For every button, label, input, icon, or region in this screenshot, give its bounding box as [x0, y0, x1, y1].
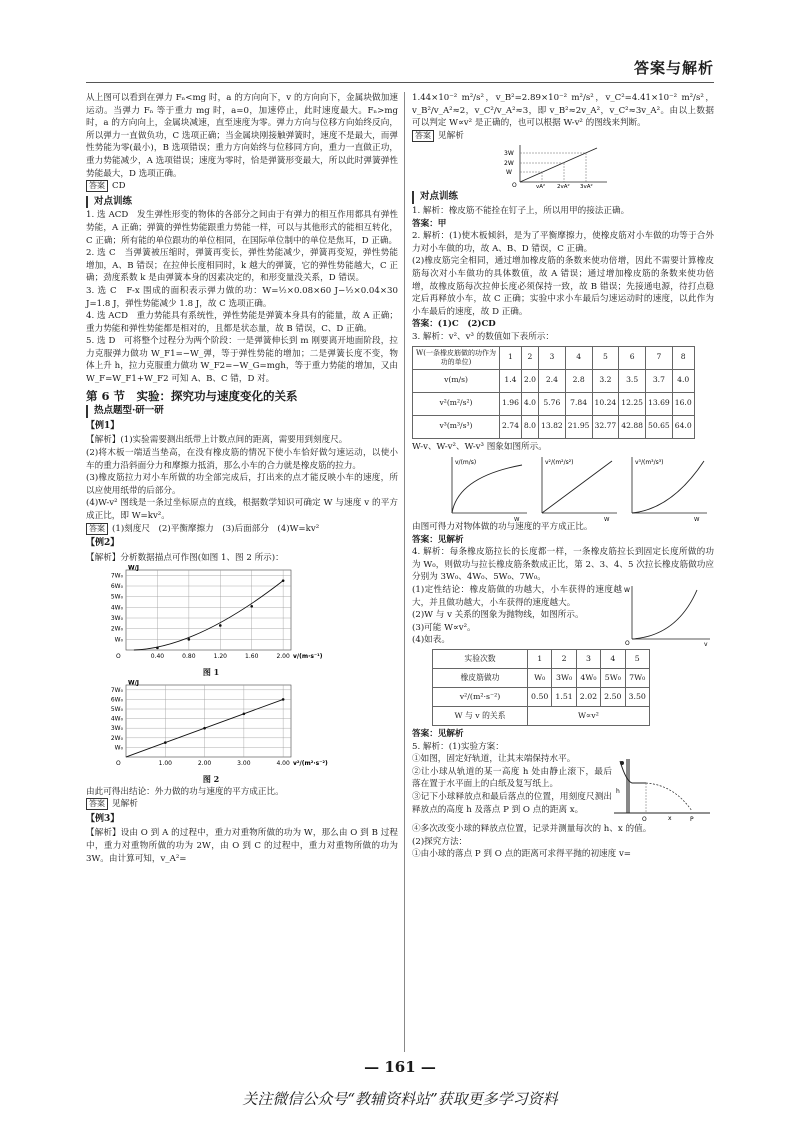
x-tick-label: 1.00 [158, 759, 172, 767]
text-paragraph: W-v、W-v²、W-v³ 图象如图所示。 [412, 441, 547, 452]
x-axis-label: v/(m·s⁻¹) [293, 653, 323, 661]
page-header [86, 56, 714, 83]
table-header-cell: 1 [500, 346, 522, 369]
text-paragraph: 从上图可以看到在弹力 Fₙ<mg 时，a 的方向向下，v 的方向向下，金属块做加速运动。当弹力 Fₙ 等于重力 mg 时，a=0，加速停止，此时速度最大。Fₙ>mg 时，a 的方向向上，金属块减速，直至速度为零。弹力方向与位移方向始终反向，所以弹力一直做负功，C 选项正确；当金属块刚接触弹簧时，速度不是最大，而弹性势能为零(最小)，B 选项错误；重力方向始终与位移同方向，重力一直做正功，重力势能减少，A 选项错误；速度为零时，恰是弹簧形变最大，所以此时弹簧弹性势能最大，D 选项正确。 [86, 93, 398, 179]
table-cell: 13.69 [646, 392, 673, 415]
x-tick-label: 1.20 [213, 653, 227, 661]
table-cell: 4 [601, 650, 625, 669]
table-cell: 13.82 [539, 415, 566, 438]
text-paragraph: ③记下小球释放点和最后落点的位置，用刻度尺测出释放点的高度 h 及落点 P 到 O 点的距离 x。 [412, 792, 612, 815]
data-point [250, 605, 253, 608]
plot-frame [126, 570, 291, 650]
x-tick-label: 0.80 [182, 653, 196, 661]
text-paragraph: 由图可得力对物体做的功与速度的平方成正比。 [412, 522, 593, 533]
table-cell: 5 [625, 650, 649, 669]
y-tick-label: W₀ [114, 636, 123, 644]
table-cell: 21.95 [565, 415, 592, 438]
origin-label: O [116, 653, 121, 661]
text-paragraph: (4)如表。 [412, 635, 450, 646]
text-paragraph: (2)探究方法： [412, 836, 468, 847]
table-cell: W₀ [528, 669, 552, 688]
question-5: 5. 解析：(1)实验方案： [412, 741, 504, 752]
header-title: 答案与解析 [633, 59, 714, 77]
x-axis-label: v²/(m²·s⁻²) [293, 759, 328, 767]
data-point [282, 698, 285, 701]
example-text: (4)W-v² 图线是一条过坐标原点的直线，根据数学知识可确定 W 与速度 v 的平方成正比，即 W=kv²。 [86, 498, 398, 521]
text-paragraph: ①如图，固定好轨道，让其末端保持水平。 [412, 754, 576, 765]
y-tick-label: 6W₀ [110, 696, 123, 704]
example-text: (3)橡皮筋拉力对小车所做的功全部完成后，打出来的点才能反映小车的速度，所以应使用纸带的后部分。 [86, 473, 398, 496]
table-cell: 64.0 [672, 415, 694, 438]
answer-text: 见解析 [438, 130, 464, 141]
svg-text:v³/(m³/s³): v³/(m³/s³) [635, 459, 664, 467]
page-number: — 161 — [364, 1058, 436, 1076]
table-row [433, 669, 650, 688]
svg-text:2vA²: 2vA² [557, 184, 570, 189]
text-paragraph: ②让小球从轨道的某一高度 h 处由静止滚下，最后落在置于水平面上的白纸及复写纸上。 [412, 766, 612, 790]
table-row [413, 369, 695, 392]
svg-text:v: v [704, 641, 708, 647]
plot-frame [126, 685, 291, 757]
table-cell: 2.0 [521, 369, 538, 392]
question-3: 3. 选 C F-x 围成的面积表示弹力做的功：W=½×0.08×60 J−½×0.04×30 J=1.8 J，弹性势能减少 1.8 J，故 C 选项正确。 [86, 285, 398, 309]
data-point [164, 741, 167, 744]
example-label: 【例2】 [86, 538, 120, 549]
table-cell: 3 [576, 650, 600, 669]
y-axis-label: W/J [128, 679, 140, 687]
answer-line: 答案：(1)C (2)CD [412, 319, 496, 330]
table-cell: 1.96 [500, 392, 522, 415]
section-heading: 对点训练 [412, 191, 714, 204]
data-point [219, 625, 222, 628]
question-1: 1. 选 ACD 发生弹性形变的物体的各部分之间由于有弹力的相互作用都具有弹性势能，A 正确；弹簧的弹性势能跟重力势能一样，可以与其他形式的能相互转化，C 正确；所有能的单位跟功的单位相同，在国际单位制中的单位是焦耳，D 正确。 [86, 210, 398, 246]
table-cell: 2.02 [576, 688, 600, 707]
projectile-apparatus [612, 753, 712, 823]
q5-block [412, 753, 714, 823]
answer-line: 答案：见解析 [412, 534, 464, 545]
text-paragraph: ④多次改变小球的释放点位置，记录并测量每次的 h、x 的值。 [412, 824, 652, 835]
question-3: 3. 解析：v²、v³ 的数值如下表所示： [412, 331, 554, 342]
table-cell: 1 [528, 650, 552, 669]
column-divider [404, 92, 405, 1052]
question-2: 2. 选 C 当弹簧被压缩时，弹簧再变长，弹性势能减少，弹簧再变短，弹性势能增加，A、B 错误；在拉伸长度相同时，k 越大的弹簧，它的弹性势能越大，C 正确；劲度系数 k 是由弹簧本身的因素决定的，和形变量没关系，D 错误。 [86, 248, 398, 284]
example-text: 【解析】分析数据描点可作图(如图 1、图 2 所示)： [86, 552, 284, 563]
table-row [413, 392, 695, 415]
table-cell: W∝v² [528, 707, 650, 726]
table-header-cell: 4 [565, 346, 592, 369]
svg-text:vA²: vA² [536, 184, 546, 189]
svg-text:3vA²: 3vA² [580, 184, 593, 189]
svg-text:W: W [506, 169, 512, 177]
y-tick-label: 6W₀ [110, 583, 123, 591]
lesson-title: 第 6 节 实验：探究功与速度变化的关系 [86, 388, 298, 403]
question-4: 4. 解析：每条橡皮筋拉长的长度都一样，一条橡皮筋拉长到固定长度所做的功为 W₀，则做功与拉长橡皮筋条数成正比，第 2、3、4、5 次拉长橡皮筋做功应分别为 3W₀、4W₀、5W₀、7W₀。 [412, 547, 714, 583]
y-tick-label: 2W₀ [110, 734, 123, 742]
svg-text:h: h [616, 788, 620, 796]
table-cell: 16.0 [672, 392, 694, 415]
text-paragraph: (3)可能 W∝v²。 [412, 622, 476, 633]
table-cell: 12.25 [619, 392, 646, 415]
table-cell: 1.4 [500, 369, 522, 392]
table-row [433, 707, 650, 726]
series-line [134, 581, 283, 650]
svg-text:W: W [694, 517, 700, 522]
table-cell: 50.65 [646, 415, 673, 438]
text-paragraph: (1)定性结论：橡皮筋做的功越大，小车获得的速度越大，并且做功越大，小车获得的速度越大。 [412, 585, 622, 608]
table-row [433, 650, 650, 669]
three-graphs [412, 453, 712, 521]
x-tick-label: 2.00 [197, 759, 212, 767]
figure-caption: 图 1 [202, 667, 220, 678]
text-paragraph: (2)W 与 v 关系的图象为抛物线，如图所示。 [412, 610, 584, 621]
data-point [156, 647, 159, 650]
table-cell: 0.50 [528, 688, 552, 707]
w-v2-small-chart [502, 142, 612, 188]
svg-text:O: O [625, 640, 630, 647]
text-paragraph: ①由小球的落点 P 到 O 点的距离可求得平抛的初速度 v= [412, 849, 632, 860]
table-cell: v(m/s) [413, 369, 500, 392]
table-cell: 42.88 [619, 415, 646, 438]
table-cell: 2.50 [601, 688, 625, 707]
table-header-cell: 2 [521, 346, 538, 369]
svg-text:W: W [514, 517, 520, 522]
table-row [413, 415, 695, 438]
question-4: 4. 选 ACD 重力势能具有系统性，弹性势能是弹簧本身具有的能量，故 A 正确；重力势能和弹性势能都是相对的，且都是状态量，故 B 错误，C、D 正确。 [86, 311, 398, 334]
table-cell: 2.4 [539, 369, 566, 392]
table-cell: 3.50 [625, 688, 649, 707]
table-cell: 3W₀ [552, 669, 576, 688]
example-text: 【解析】设由 O 到 A 的过程中，重力对重物所做的功为 W，那么由 O 到 B 过程中，重力对重物所做的功为 2W，由 O 到 C 的过程中，重力对重物所做的功为 3W。由计算可知，v_A²= [86, 828, 398, 864]
answer-tag: 答案 [86, 523, 108, 535]
question-5: 5. 选 D 可将整个过程分为两个阶段：一是弹簧伸长到 m 刚要离开地面阶段，拉力克服弹力做功 W_F1=−W_弹，等于弹性势能的增加；二是弹簧长度不变，物体上升 h，拉力克服重力做功 W_F2=−W_G=mgh，等于重力势能的增加，又由 W_F=W_F1+W_F2 可知 A、B、C 错，D 对。 [86, 336, 398, 385]
data-point [282, 580, 285, 583]
figure-1-chart [86, 564, 336, 666]
section-heading: 热点题型·研一研 [86, 405, 398, 418]
table-cell: 2.74 [500, 415, 522, 438]
text-paragraph: 1.44×10⁻² m²/s²，v_B²=2.89×10⁻² m²/s²，v_C²=4.41×10⁻² m²/s²，v_B²/v_A²≈2，v_C²/v_A²≈3，即 v_B²≈2v_A²，v_C²≈3v_A²。由以上数据可以判定 W∝v² 是正确的，也可以根据 W-v² 的图线来判断。 [412, 93, 714, 129]
table-cell: 3.5 [619, 369, 646, 392]
example-text: 由此可得出结论：外力做的功与速度的平方成正比。 [86, 786, 284, 797]
q4-block [412, 584, 714, 647]
svg-text:W: W [604, 517, 610, 522]
table-cell: 4.0 [672, 369, 694, 392]
table-cell: 橡皮筋做功 [433, 669, 528, 688]
table-cell: 1.51 [552, 688, 576, 707]
answer-text: CD [112, 181, 126, 192]
table-cell: 4W₀ [576, 669, 600, 688]
table-cell: 7.84 [565, 392, 592, 415]
svg-text:v²/(m²/s²): v²/(m²/s²) [545, 459, 574, 467]
x-tick-label: 2.00 [276, 653, 290, 661]
answer-line: 答案：甲 [412, 218, 447, 229]
y-tick-label: 3W₀ [110, 725, 123, 733]
question-1: 1. 解析：橡皮筋不能拴在钉子上，所以用甲的接法正确。 [412, 205, 630, 216]
answer-text: 见解析 [112, 799, 138, 810]
example-text: (2)将木板一端适当垫高，在没有橡皮筋的情况下使小车恰好做匀速运动，以使小车的重力沿斜面分力和摩擦力抵消，那么小车的合力就是橡皮筋的拉力。 [86, 448, 398, 471]
table-cell: 10.24 [592, 392, 619, 415]
y-tick-label: 5W₀ [110, 705, 123, 713]
table-cell: 2 [552, 650, 576, 669]
x-tick-label: 1.60 [245, 653, 259, 661]
table-cell: 3.2 [592, 369, 619, 392]
table-header-cell: W(一条橡皮筋做的功作为功的单位) [413, 346, 500, 369]
y-tick-label: W₀ [114, 744, 123, 752]
svg-text:O: O [512, 182, 517, 189]
right-column [412, 92, 714, 861]
w-v-parabola [622, 584, 712, 646]
figure-2-chart [86, 679, 336, 773]
table-cell: 实验次数 [433, 650, 528, 669]
y-tick-label: 2W₀ [110, 626, 123, 634]
section-heading: 对点训练 [86, 196, 398, 209]
table-cell: v²(m²/s²) [413, 392, 500, 415]
table-header-cell: 6 [619, 346, 646, 369]
y-tick-label: 7W₀ [110, 686, 123, 694]
x-tick-label: 4.00 [276, 759, 290, 767]
data-point [188, 638, 191, 641]
table-cell: 5.76 [539, 392, 566, 415]
y-tick-label: 4W₀ [110, 604, 123, 612]
svg-text:W: W [624, 587, 630, 595]
table-header-cell: 5 [592, 346, 619, 369]
left-column [86, 92, 398, 865]
figure-caption: 图 2 [202, 773, 220, 784]
answer-tag: 答案 [86, 798, 108, 810]
table-cell: 2.8 [565, 369, 592, 392]
table-header-cell: 3 [539, 346, 566, 369]
data-point [243, 712, 246, 715]
q5-text [412, 753, 612, 823]
question-2: 2. 解析：(1)使木板倾斜，是为了平衡摩擦力，使橡皮筋对小车做的功等于合外力对小车做的功，故 A、B、D 错误，C 正确。 [412, 231, 714, 254]
table-cell: 5W₀ [601, 669, 625, 688]
origin-label: O [116, 759, 121, 767]
work-table [432, 649, 650, 726]
footer-note: 关注微信公众号“教辅资料站”获取更多学习资料 [242, 1090, 558, 1108]
answer-tag: 答案 [412, 130, 434, 142]
table-row [433, 688, 650, 707]
svg-text:3W: 3W [504, 150, 514, 158]
table-cell: 7W₀ [625, 669, 649, 688]
svg-text:v/(m/s): v/(m/s) [455, 459, 477, 467]
table-header-cell: 8 [672, 346, 694, 369]
example-label: 【例3】 [86, 813, 120, 824]
table-cell: W 与 v 的关系 [433, 707, 528, 726]
data-point [203, 727, 206, 730]
table-cell: 32.77 [592, 415, 619, 438]
table-cell: v³(m³/s³) [413, 415, 500, 438]
y-tick-label: 3W₀ [110, 615, 123, 623]
x-tick-label: 0.40 [150, 653, 165, 661]
answer-tag: 答案 [86, 180, 108, 192]
y-tick-label: 5W₀ [110, 594, 123, 602]
example-text: 【解析】(1)实验需要测出纸带上计数点间的距离，需要用到刻度尺。 [86, 435, 348, 446]
table-cell: 8.0 [521, 415, 538, 438]
svg-text:O: O [642, 816, 647, 824]
table-header-cell: 7 [646, 346, 673, 369]
question-2-part: (2)橡皮筋完全相同，通过增加橡皮筋的条数来使功倍增，因此不需要计算橡皮筋每次对小车做功的具体数值，故 A 错误；通过增加橡皮筋的条数来使功倍增，故橡皮筋每次拉伸长度必须保持一致，故 B 错误；先接通电源，待打点稳定后再释放小车，故 C 正确；实验中求小车最后匀速运动时的速度，以此作为小车最后的速度，故 D 正确。 [412, 256, 714, 317]
svg-text:P: P [690, 816, 694, 824]
x-tick-label: 3.00 [237, 759, 251, 767]
y-axis-label: W/J [128, 564, 140, 572]
svg-text:2W: 2W [504, 160, 514, 168]
q4-text [412, 584, 622, 647]
y-tick-label: 4W₀ [110, 715, 123, 723]
table-cell: 4.0 [521, 392, 538, 415]
table-cell: 3.7 [646, 369, 673, 392]
y-tick-label: 7W₀ [110, 572, 123, 580]
example-label: 【例1】 [86, 420, 120, 431]
table-cell: v²/(m²·s⁻²) [433, 688, 528, 707]
answer-text: (1)刻度尺 (2)平衡摩擦力 (3)后面部分 (4)W=kv² [112, 523, 320, 534]
answer-line: 答案：见解析 [412, 729, 464, 740]
velocity-table [412, 346, 695, 439]
svg-text:x: x [668, 815, 672, 823]
